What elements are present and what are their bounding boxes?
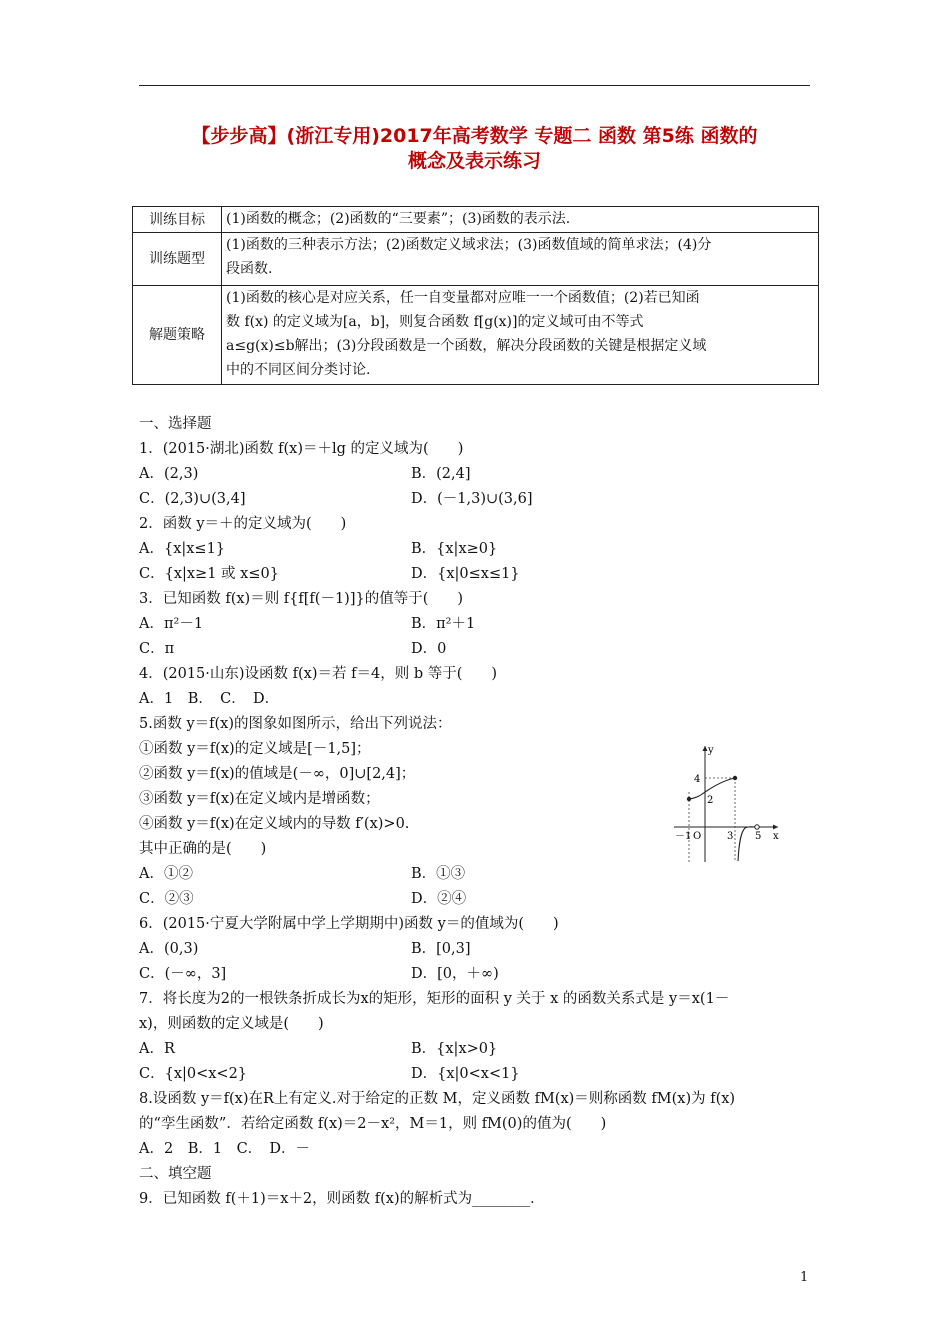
section-heading: 二、填空题 [139,1166,212,1182]
option-c: C．{x|x≥1 或 x≤0} [139,566,279,582]
table-row [133,233,819,286]
option-row [139,612,819,637]
option-row [139,637,819,662]
option-a: A．{x|x≤1} [139,541,226,557]
table-row [133,207,819,233]
label-y: y [708,745,714,756]
option-b: B．{x|x>0} [411,1041,498,1057]
question-8-options: A．2 B．1 C． D．－ [139,1141,311,1157]
question-7-stem-2: x)，则函数的定义域是( ) [139,1016,324,1032]
section-heading: 一、选择题 [139,416,212,432]
option-d: D．{x|0<x<1} [411,1066,520,1082]
row-content: (1)函数的核心是对应关系，任一自变量都对应唯一一个函数值；(2)若已知函 数 f(x) 的定义域为[a，b]，则复合函数 f[g(x)]的定义域可由不等式 a≤g(x)≤b解出；(3)分段函数是一个函数，解决分段函数的关键是根据定义域 中的不同区间分类讨论. [222,286,819,385]
option-a: A．R [139,1041,175,1057]
option-b: B．{x|x≥0} [411,541,498,557]
option-row [139,562,819,587]
option-row [139,462,819,487]
option-d: D．[0，＋∞) [411,966,499,982]
option-c: C．{x|0<x<2} [139,1066,248,1082]
label-2: 2 [707,795,714,806]
option-d: D．②④ [411,891,467,907]
question-4-options: A．1 B． C． D． [139,691,280,707]
statement-1: ①函数 y＝f(x)的定义域是[－1,5]； [139,741,371,757]
option-a: A．π²－1 [139,616,204,632]
question-7-stem-1: 7．将长度为2的一根铁条折成长为x的矩形，矩形的面积 y 关于 x 的函数关系式是 y＝x(1－ [139,991,730,1007]
y-axis-arrow-icon [703,746,708,751]
row-content: (1)函数的三种表示方法；(2)函数定义域求法；(3)函数值域的简单求法；(4)分 段函数. [222,233,819,286]
row-label: 训练目标 [133,207,222,233]
title-line-1: 【步步高】(浙江专用)2017年高考数学 专题二 函数 第5练 函数的 [191,125,758,147]
statement-3: ③函数 y＝f(x)在定义域内是增函数； [139,791,380,807]
option-row [139,1062,819,1087]
label-5: 5 [755,831,762,842]
question-8-stem-2: 的“孪生函数”．若给定函数 f(x)＝2－x²，M＝1，则 fM(0)的值为( ) [139,1116,607,1132]
question-8-stem-1: 8.设函数 y＝f(x)在R上有定义.对于给定的正数 M，定义函数 fM(x)＝则称函数 fM(x)为 f(x) [139,1091,736,1107]
row-content: (1)函数的概念；(2)函数的“三要素”；(3)函数的表示法. [222,207,819,233]
header-rule [139,85,810,86]
option-row [139,937,819,962]
option-b: B．π²＋1 [411,616,476,632]
option-c: C．(－∞，3] [139,966,227,982]
label-neg1: －1 [675,831,692,842]
option-b: B．[0,3] [411,941,471,957]
label-origin: O [693,831,702,842]
option-a: A．(0,3) [139,941,199,957]
option-a: A．(2,3) [139,466,199,482]
option-row [139,887,819,912]
option-a: A．①② [139,866,193,882]
function-graph [672,742,782,864]
label-x: x [773,831,779,842]
question-9-stem: 9．已知函数 f(＋1)＝x＋2，则函数 f(x)的解析式为________． [139,1191,545,1207]
training-info-table [132,206,819,385]
statement-2: ②函数 y＝f(x)的值域是(－∞，0]∪[2,4]； [139,766,416,782]
row-label: 训练题型 [133,233,222,286]
row-label: 解题策略 [133,286,222,385]
option-b: B．(2,4] [411,466,471,482]
option-b: B．①③ [411,866,466,882]
question-2-stem: 2．函数 y＝＋的定义域为( ) [139,516,347,532]
question-5-ask: 其中正确的是( ) [139,841,267,857]
option-c: C．②③ [139,891,194,907]
x-axis-arrow-icon [773,825,778,830]
option-row [139,862,819,887]
option-row [139,487,819,512]
option-d: D．(－1,3)∪(3,6] [411,491,533,507]
label-3: 3 [727,831,734,842]
statement-4: ④函数 y＝f(x)在定义域内的导数 f′(x)>0. [139,816,410,832]
option-row [139,1037,819,1062]
option-row [139,537,819,562]
page-number: 1 [800,1270,809,1285]
endpoint-left [687,797,691,801]
question-6-stem: 6．(2015·宁夏大学附属中学上学期期中)函数 y＝的值域为( ) [139,916,559,932]
table-row [133,286,819,385]
label-4: 4 [694,774,701,785]
option-d: D．{x|0≤x≤1} [411,566,520,582]
option-c: C．π [139,641,175,657]
question-4-stem: 4．(2015·山东)设函数 f(x)＝若 f＝4，则 b 等于( ) [139,666,498,682]
endpoint-open [755,825,759,829]
title-line-2: 概念及表示练习 [407,150,541,172]
option-c: C．(2,3)∪(3,4] [139,491,246,507]
page-title [139,124,810,174]
option-row [139,962,819,987]
question-1-stem: 1．(2015·湖北)函数 f(x)＝＋lg 的定义域为( ) [139,441,464,457]
question-5-stem: 5.函数 y＝f(x)的图象如图所示，给出下列说法： [139,716,452,732]
question-3-stem: 3．已知函数 f(x)＝则 f{f[f(－1)]}的值等于( ) [139,591,464,607]
option-d: D．0 [411,641,447,657]
endpoint-right [733,776,737,780]
